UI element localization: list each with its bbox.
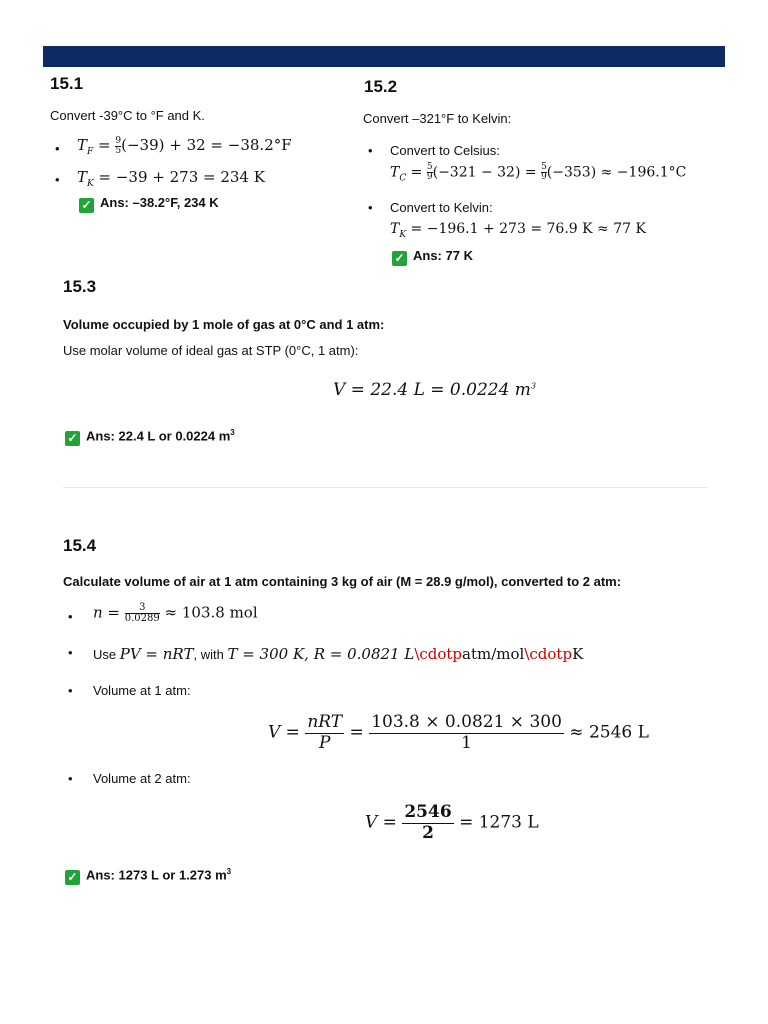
problem-15-1-heading: 15.1	[50, 74, 84, 93]
kelvin-equation-2: $T_K = -196.1 + 273 = 76.9$ K ≈ 77 K	[390, 221, 646, 240]
bullet: •	[368, 143, 373, 158]
volume-1atm-equation: V = $\frac{\text{nRT}}{P}$ = $\frac{103.8 \times 0.0821 \times 300}{1}$ ≈ 2546 L	[268, 712, 649, 753]
problem-15-3-line2: Use molar volume of ideal gas at STP (0°C, 1 atm):	[63, 343, 359, 358]
bullet: •	[55, 141, 60, 156]
problem-15-3-answer: ✓ Ans: 22.4 L or 0.0224 $m^3$	[65, 428, 235, 446]
bullet: •	[68, 771, 73, 786]
bullet: •	[368, 200, 373, 215]
celsius-equation: $T_C$ = $\frac{5}{9}$ (−321 − 32) = $\frac{5}{9}$ (−353) ≈ −196.1°C	[390, 162, 687, 184]
problem-15-1-prompt: Convert -39°C to °F and K.	[50, 108, 205, 123]
volume-1atm-label: Volume at 1 atm:	[93, 683, 191, 698]
moles-equation: n = $\frac{3}{0.0289}$ ≈ 103.8 mol	[93, 602, 258, 624]
kelvin-equation: $T_K = -39 + 273 = 234$ K	[77, 168, 265, 189]
bullet: •	[55, 172, 60, 187]
checkmark-icon: ✓	[79, 198, 94, 213]
bullet: •	[68, 609, 73, 624]
checkmark-icon: ✓	[392, 251, 407, 266]
problem-15-2-heading: 15.2	[364, 77, 398, 96]
volume-2atm-equation: V = $\frac{2546}{2}$ = 1273 L	[365, 802, 539, 843]
problem-15-1-answer: ✓ Ans: –38.2°F, 234 K	[79, 195, 219, 213]
fahrenheit-equation: $T_F$ = $\frac{9}{5}$ (−39) + 32 = −38.2°F	[77, 135, 292, 157]
step-celsius-label: Convert to Celsius:	[390, 143, 500, 158]
bullet: •	[68, 683, 73, 698]
bullet: •	[68, 645, 73, 660]
problem-15-4-prompt: Calculate volume of air at 1 atm containing 3 kg of air (M = 28.9 g/mol), converted to 2 atm:	[63, 574, 622, 589]
problem-15-4-heading: 15.4	[63, 536, 97, 555]
problem-15-3-heading: 15.3	[63, 277, 97, 296]
volume-2atm-label: Volume at 2 atm:	[93, 771, 191, 786]
step-kelvin-label: Convert to Kelvin:	[390, 200, 493, 215]
problem-15-2-answer: ✓ Ans: 77 K	[392, 248, 473, 266]
molar-volume-equation: V = 22.4 L = 0.0224 $m^3$	[333, 380, 537, 400]
checkmark-icon: ✓	[65, 870, 80, 885]
problem-15-4-answer: ✓ Ans: 1273 L or 1.273 $m^3$	[65, 867, 231, 885]
problem-15-3-prompt: Volume occupied by 1 mole of gas at 0°C and 1 atm:	[63, 317, 385, 332]
header-bar	[43, 46, 725, 67]
checkmark-icon: ✓	[65, 431, 80, 446]
ideal-gas-law-step: Use PV = nRT, with T = 300 K, R = 0.0821 L\cdotpatm/mol\cdotpK	[93, 645, 584, 663]
divider	[63, 487, 708, 488]
problem-15-2-prompt: Convert –321°F to Kelvin:	[363, 111, 512, 126]
